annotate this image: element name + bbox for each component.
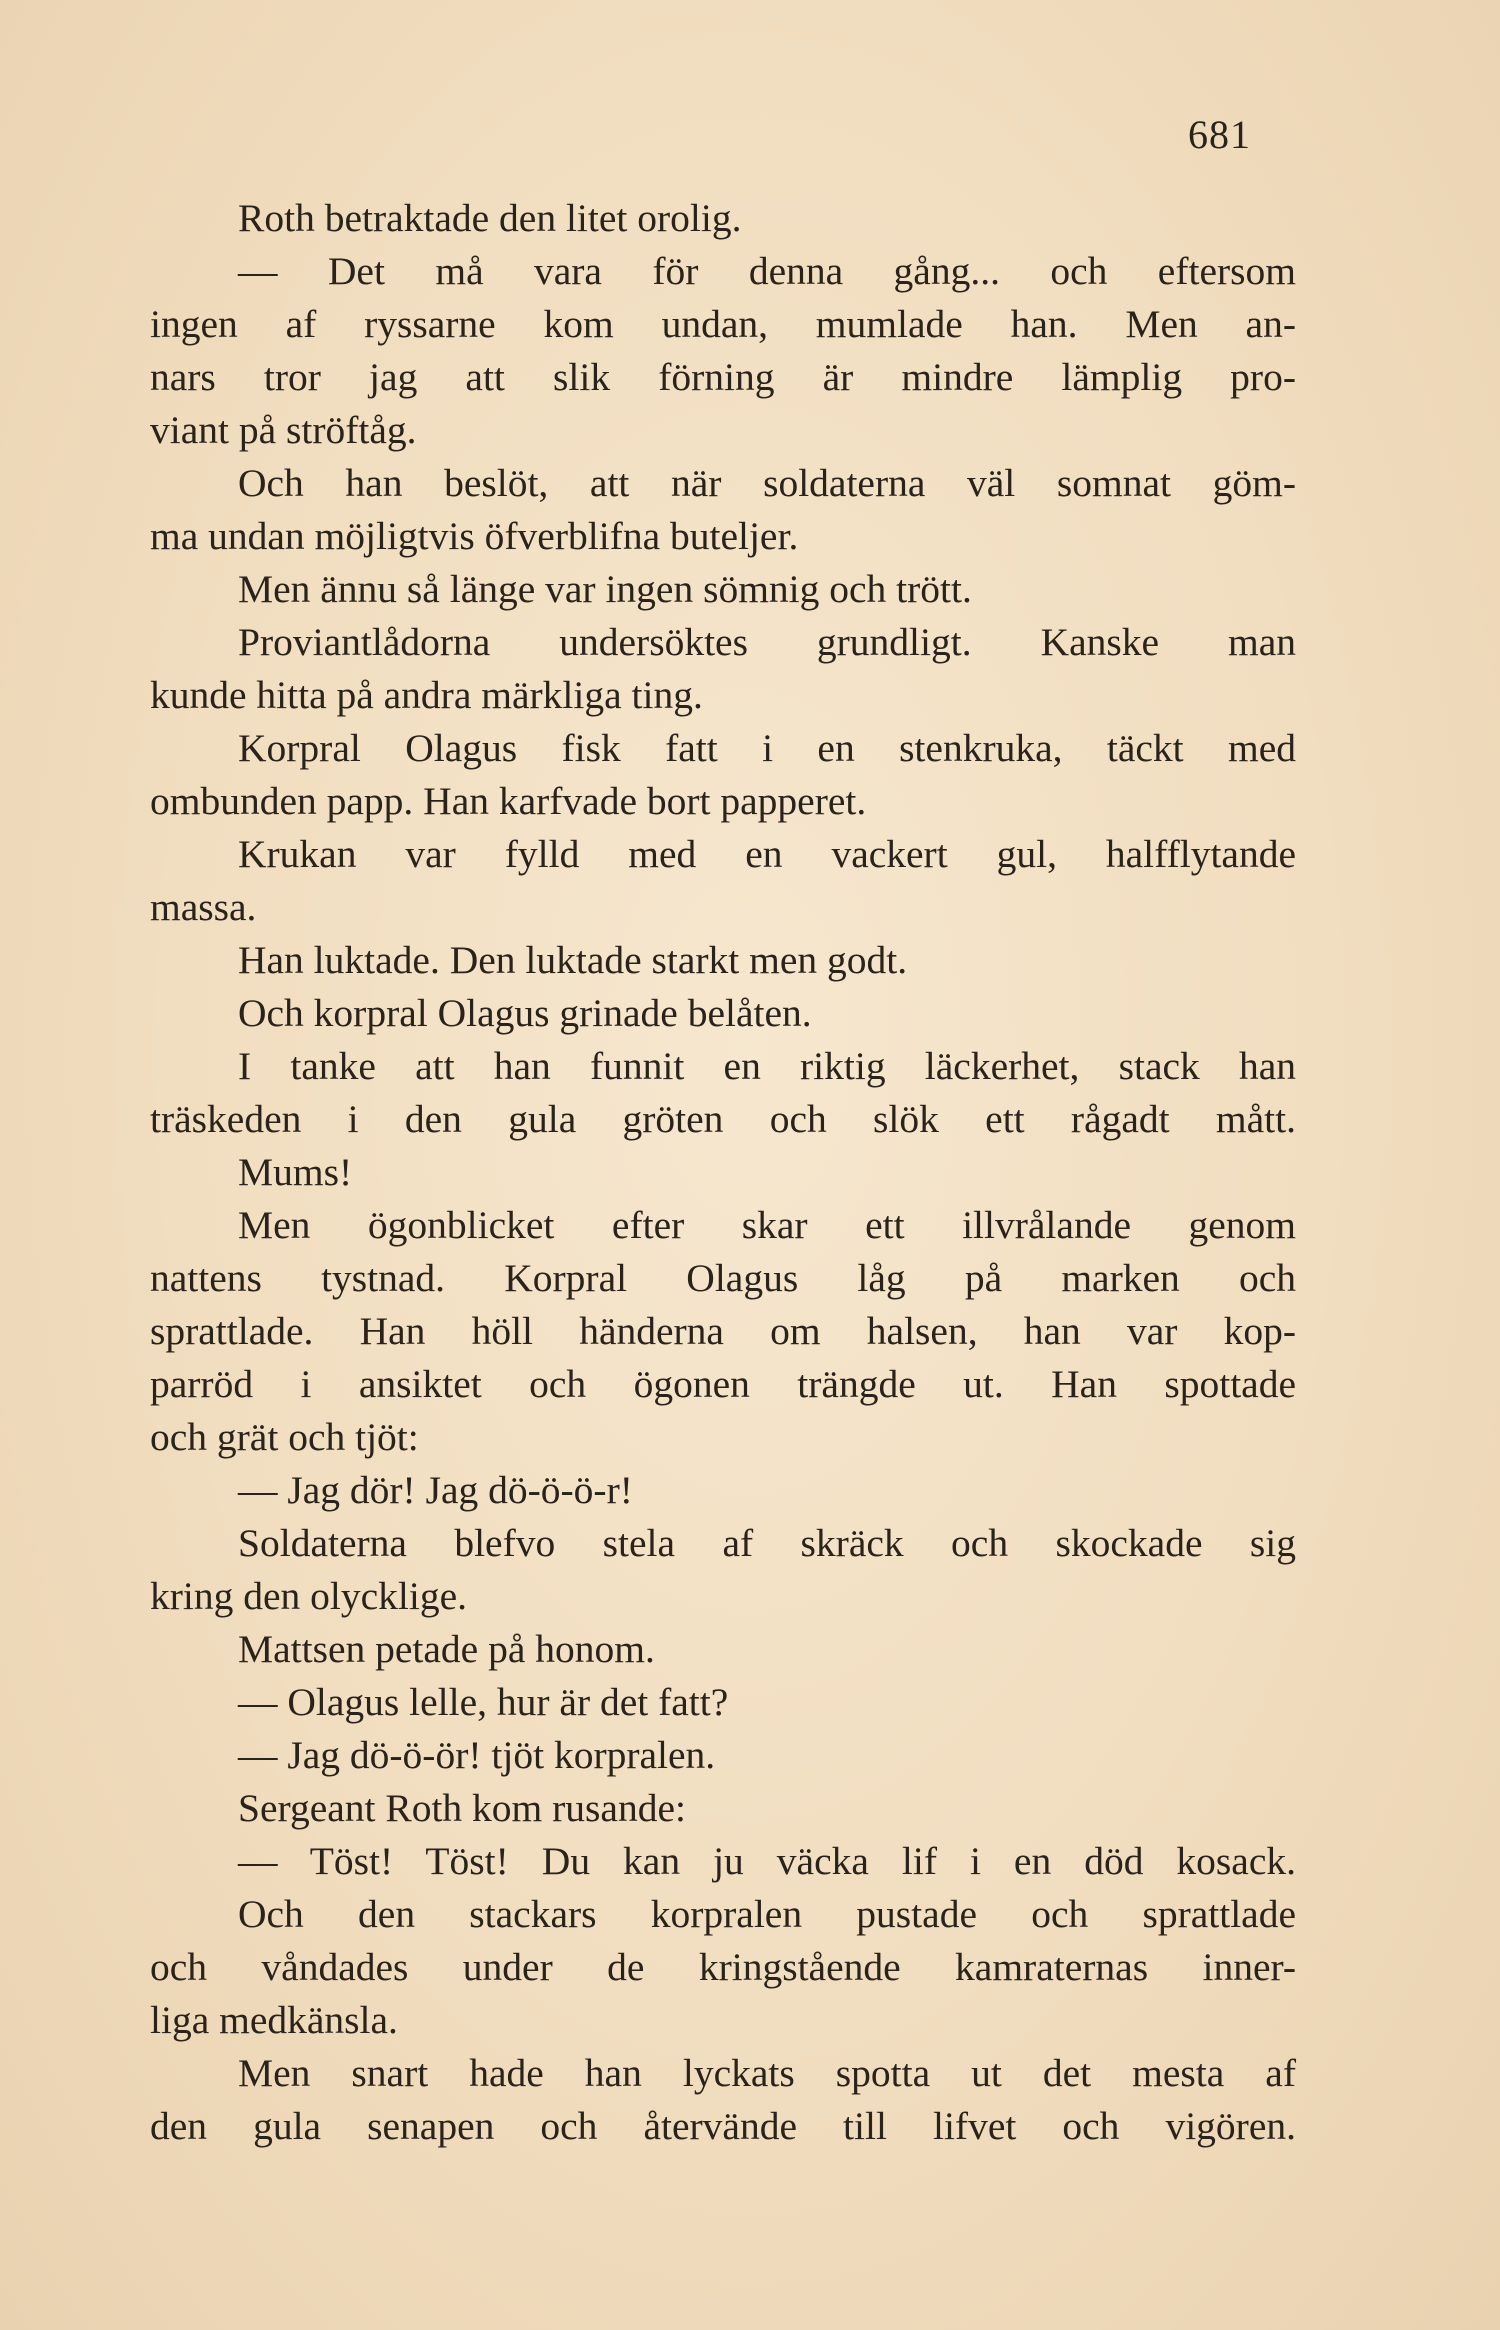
text-line: Mattsen petade på honom.	[238, 1627, 655, 1671]
text-line: massa.	[150, 885, 257, 929]
text-line: Proviantlådorna undersöktes grundligt. Kanske man	[238, 620, 1296, 664]
text-line: Men ännu så länge var ingen sömnig och trött.	[238, 567, 972, 611]
text-line: — Jag dör! Jag dö-ö-ö-r!	[238, 1468, 633, 1512]
text-line: — Olagus lelle, hur är det fatt?	[238, 1680, 729, 1724]
text-line: Och han beslöt, att när soldaterna väl somnat göm-	[238, 461, 1296, 505]
page-number: 681	[1188, 112, 1251, 157]
text-line: nars tror jag att slik förning är mindre lämplig pro-	[150, 355, 1296, 399]
text-line: Men ögonblicket efter skar ett illvrålande genom	[238, 1203, 1296, 1247]
text-line: viant på ströftåg.	[150, 408, 417, 452]
text-line: Men snart hade han lyckats spotta ut det mesta af	[238, 2051, 1296, 2095]
text-line: Soldaterna blefvo stela af skräck och skockade sig	[238, 1521, 1296, 1565]
text-line: Och korpral Olagus grinade belåten.	[238, 991, 812, 1035]
text-line: I tanke att han funnit en riktig läckerhet, stack han	[238, 1044, 1296, 1088]
text-line: kunde hitta på andra märkliga ting.	[150, 673, 703, 717]
text-line: parröd i ansiktet och ögonen trängde ut. Han spottade	[150, 1362, 1296, 1406]
text-line: kring den olycklige.	[150, 1574, 468, 1618]
body-text	[150, 192, 1296, 2153]
text-line: nattens tystnad. Korpral Olagus låg på marken och	[150, 1256, 1296, 1300]
text-line: Mums!	[238, 1150, 353, 1194]
text-line: ma undan möjligtvis öfverblifna buteljer.	[150, 514, 799, 558]
text-line: och våndades under de kringstående kamraternas inner-	[150, 1945, 1296, 1989]
text-line: ombunden papp. Han karfvade bort papperet.	[150, 779, 867, 823]
text-line: Sergeant Roth kom rusande:	[238, 1786, 686, 1830]
text-line: den gula senapen och återvände till lifvet och vigören.	[150, 2104, 1296, 2148]
text-line: liga medkänsla.	[150, 1998, 398, 2042]
text-line: Korpral Olagus fisk fatt i en stenkruka, täckt med	[238, 726, 1296, 770]
text-line: Och den stackars korpralen pustade och sprattlade	[238, 1892, 1296, 1936]
text-line: Krukan var fylld med en vackert gul, halfflytande	[238, 832, 1296, 876]
text-line: träskeden i den gula gröten och slök ett rågadt mått.	[150, 1097, 1296, 1141]
text-line: sprattlade. Han höll händerna om halsen, han var kop-	[150, 1309, 1296, 1353]
text-line: Han luktade. Den luktade starkt men godt.	[238, 938, 908, 982]
text-line: och grät och tjöt:	[150, 1415, 419, 1459]
text-line: — Det må vara för denna gång... och eftersom	[238, 249, 1296, 293]
text-line: — Töst! Töst! Du kan ju väcka lif i en död kosack.	[238, 1839, 1296, 1883]
text-line: Roth betraktade den litet orolig.	[238, 196, 742, 240]
text-line: — Jag dö-ö-ör! tjöt korpralen.	[238, 1733, 716, 1777]
text-line: ingen af ryssarne kom undan, mumlade han. Men an-	[150, 302, 1296, 346]
